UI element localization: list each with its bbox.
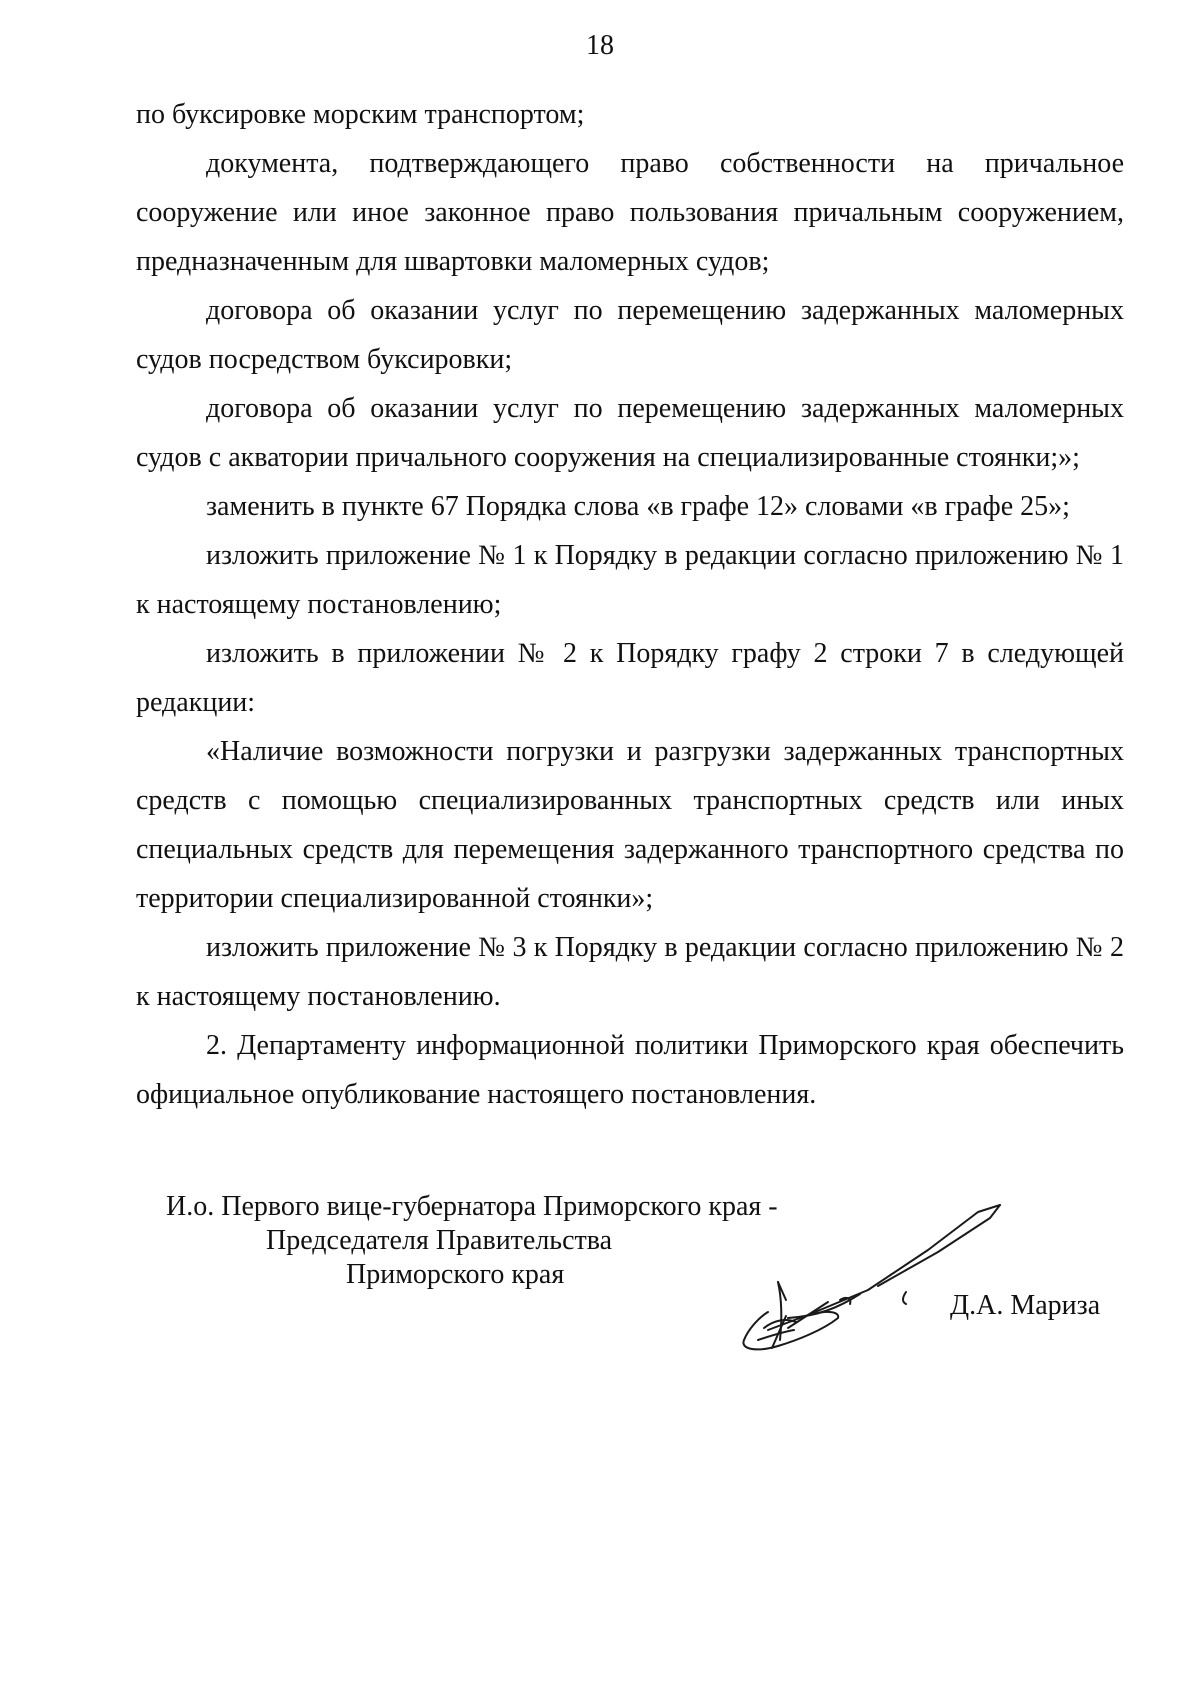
- signer-position-line2: Председателя Правительства: [266, 1225, 613, 1256]
- signer-name: Д.А. Мариза: [950, 1290, 1101, 1321]
- paragraph-appendix-3: изложить приложение № 3 к Порядку в редакции согласно приложению № 2 к настоящему постановлению.: [136, 932, 1124, 1012]
- paragraph-appendix-1: изложить приложение № 1 к Порядку в редакции согласно приложению № 1 к настоящему постановлению;: [136, 540, 1124, 620]
- paragraph-replace-words: заменить в пункте 67 Порядка слова «в графе 12» словами «в графе 25»;: [206, 491, 1070, 522]
- signer-position-line3: Приморского края: [346, 1259, 565, 1290]
- paragraph-moving-contract: договора об оказании услуг по перемещению задержанных маломерных судов с акватории причального сооружения на специализированные стоянки;»;: [136, 393, 1124, 473]
- handwritten-signature: [728, 1190, 1018, 1360]
- paragraph-quoted-text: «Наличие возможности погрузки и разгрузки задержанных транспортных средств с помощью специализированных транспортных средств или иных специальных средств для перемещения задержанного транспортного средства по территории специализированной стоянки»;: [136, 736, 1124, 914]
- page-number: 18: [586, 30, 614, 61]
- paragraph-ownership-document: документа, подтверждающего право собственности на причальное сооружение или иное законное право пользования причальным сооружением, предназначенным для швартовки маломерных судов;: [136, 148, 1124, 277]
- paragraph-towing-contract: договора об оказании услуг по перемещению задержанных маломерных судов посредством буксировки;: [136, 295, 1124, 375]
- paragraph-towing-sea: по буксировке морским транспортом;: [136, 99, 585, 130]
- paragraph-publication: 2. Департаменту информационной политики Приморского края обеспечить официальное опубликование настоящего постановления.: [136, 1030, 1124, 1110]
- signer-position-line1: И.о. Первого вице-губернатора Приморского края -: [166, 1191, 778, 1222]
- document-body: [136, 90, 1124, 1119]
- paragraph-appendix-2-column: изложить в приложении № 2 к Порядку графу 2 строки 7 в следующей редакции:: [136, 638, 1124, 718]
